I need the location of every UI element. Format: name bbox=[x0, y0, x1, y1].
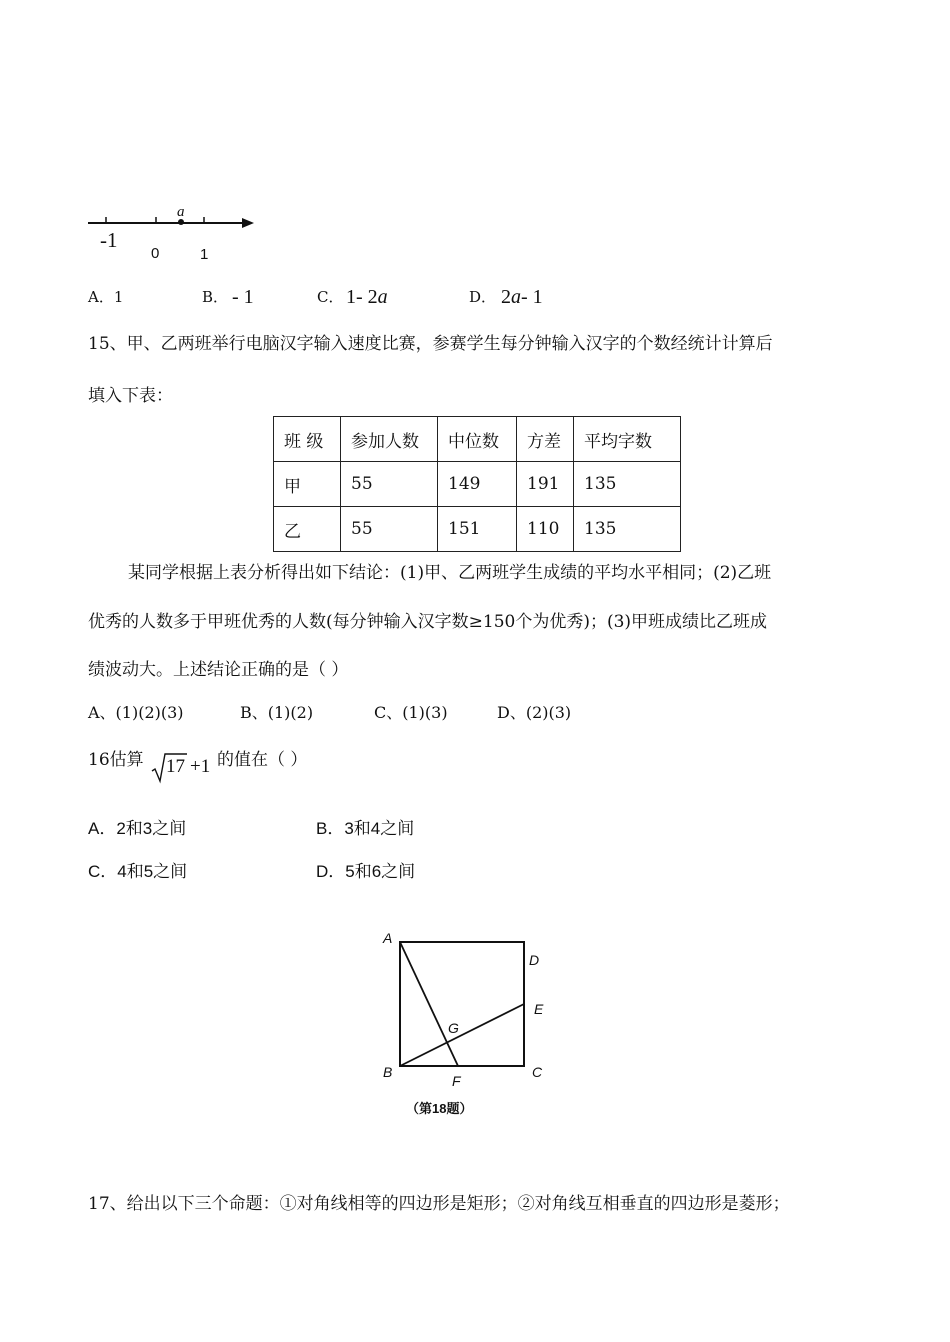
table-cell: 135 bbox=[574, 507, 681, 552]
q15-paragraph-line2: 优秀的人数多于甲班优秀的人数(每分钟输入汉字数≥150个为优秀)；(3)甲班成绩比乙班成 bbox=[88, 612, 768, 632]
table-cell: 151 bbox=[438, 507, 517, 552]
table-header-cell: 中位数 bbox=[438, 417, 517, 462]
table-header-cell: 班 级 bbox=[274, 417, 341, 462]
tick-label-1: 1 bbox=[200, 246, 209, 263]
fig-label-e: E bbox=[534, 1001, 544, 1017]
q15-option-b: B、(1)(2) bbox=[240, 703, 314, 722]
table-cell: 55 bbox=[341, 462, 438, 507]
table-cell: 191 bbox=[517, 462, 574, 507]
q14-option-a: A．1 bbox=[88, 288, 124, 306]
tick-label-0: 0 bbox=[151, 245, 160, 262]
square-geometry-figure bbox=[380, 925, 550, 1125]
q15-option-c: C、(1)(3) bbox=[374, 703, 448, 722]
q16-radicand: 17 bbox=[166, 756, 185, 777]
figure-caption: （第18题） bbox=[406, 1101, 473, 1116]
point-a-label: a bbox=[177, 204, 185, 220]
q16-option-c: C．4和5之间 bbox=[88, 862, 188, 881]
q15-stem-line2: 填入下表： bbox=[88, 386, 173, 406]
fig-label-b: B bbox=[383, 1064, 393, 1080]
q16-option-d: D．5和6之间 bbox=[316, 862, 416, 881]
q16-prefix: 16估算 bbox=[88, 750, 144, 770]
q14-option-c: C． bbox=[317, 288, 344, 306]
q15-option-a: A、(1)(2)(3) bbox=[88, 703, 184, 722]
q15-paragraph-line3: 绩波动大。上述结论正确的是（ ） bbox=[88, 660, 349, 680]
table-header-cell: 参加人数 bbox=[341, 417, 438, 462]
table-cell: 甲 bbox=[274, 462, 341, 507]
q14-option-b: B． bbox=[202, 288, 229, 306]
q16-suffix: 的值在（ ） bbox=[217, 750, 308, 770]
q16-option-a: A．2和3之间 bbox=[88, 819, 187, 838]
q15-stem-line1: 15、甲、乙两班举行电脑汉字输入速度比赛，参赛学生每分钟输入汉字的个数经统计计算后 bbox=[88, 334, 773, 354]
q15-paragraph-line1: 某同学根据上表分析得出如下结论：(1)甲、乙两班学生成绩的平均水平相同；(2)乙班 bbox=[128, 563, 772, 583]
q16-plus-one: +1 bbox=[190, 756, 211, 777]
tick-label-minus1: -1 bbox=[100, 228, 118, 252]
q14-option-d: D． bbox=[469, 288, 497, 306]
table-row bbox=[274, 462, 681, 507]
fig-label-d: D bbox=[529, 952, 540, 968]
q14-option-b-value: - 1 bbox=[232, 286, 254, 308]
table-cell: 乙 bbox=[274, 507, 341, 552]
table-cell: 135 bbox=[574, 462, 681, 507]
table-cell: 110 bbox=[517, 507, 574, 552]
table-cell: 149 bbox=[438, 462, 517, 507]
q14-option-d-value: 2a- 1 bbox=[501, 286, 543, 308]
table-header-cell: 方差 bbox=[517, 417, 574, 462]
table-header-row bbox=[274, 417, 681, 462]
q16-option-b: B．3和4之间 bbox=[316, 819, 415, 838]
fig-label-f: F bbox=[452, 1073, 461, 1089]
q14-option-c-value: 1- 2a bbox=[346, 286, 388, 308]
fig-label-a: A bbox=[383, 930, 393, 946]
q15-option-d: D、(2)(3) bbox=[497, 703, 572, 722]
fig-label-g: G bbox=[448, 1020, 459, 1036]
table-cell: 55 bbox=[341, 507, 438, 552]
table-header-cell: 平均字数 bbox=[574, 417, 681, 462]
q15-table bbox=[273, 416, 681, 552]
fig-label-c: C bbox=[532, 1064, 543, 1080]
table-row bbox=[274, 507, 681, 552]
q17-stem-line1: 17、给出以下三个命题：①对角线相等的四边形是矩形；②对角线互相垂直的四边形是菱形； bbox=[88, 1194, 790, 1214]
